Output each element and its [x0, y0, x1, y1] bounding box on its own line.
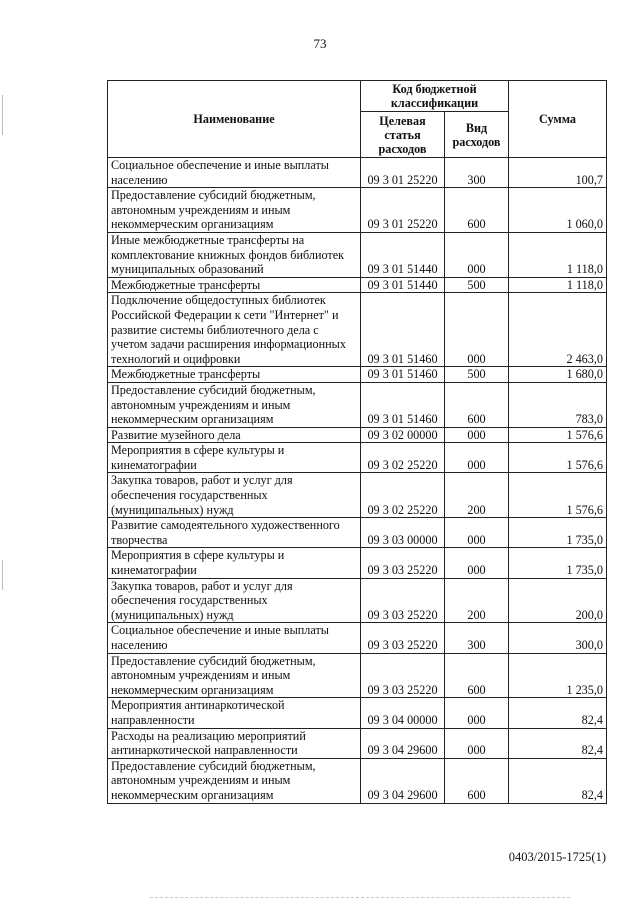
row-target-code: 09 3 01 51460 [361, 382, 445, 427]
row-name: Межбюджетные трансферты [108, 277, 361, 293]
row-name: Развитие самодеятельного художественного творчества [108, 518, 361, 548]
row-target-code: 09 3 04 00000 [361, 698, 445, 728]
row-expense-type: 000 [445, 443, 509, 473]
table-row [108, 653, 607, 698]
table-row [108, 158, 607, 188]
row-sum: 200,0 [509, 578, 607, 623]
row-sum: 1 060,0 [509, 188, 607, 233]
row-name: Предоставление субсидий бюджетным, автономным учреждениям и иным некоммерческим организациям [108, 382, 361, 427]
row-target-code: 09 3 01 25220 [361, 188, 445, 233]
row-expense-type: 600 [445, 382, 509, 427]
row-sum: 1 680,0 [509, 367, 607, 383]
row-target-code: 09 3 01 51460 [361, 367, 445, 383]
row-expense-type: 300 [445, 623, 509, 653]
row-target-code: 09 3 01 25220 [361, 158, 445, 188]
row-name: Мероприятия в сфере культуры и кинематографии [108, 548, 361, 578]
row-name: Иные межбюджетные трансферты на комплектование книжных фондов библиотек муниципальных образований [108, 232, 361, 277]
row-name: Социальное обеспечение и иные выплаты населению [108, 158, 361, 188]
scan-bottom-edge [150, 897, 570, 899]
row-sum: 2 463,0 [509, 293, 607, 367]
table-row [108, 758, 607, 803]
row-sum: 1 735,0 [509, 518, 607, 548]
table-row [108, 232, 607, 277]
row-expense-type: 000 [445, 427, 509, 443]
row-expense-type: 000 [445, 548, 509, 578]
row-name: Закупка товаров, работ и услуг для обеспечения государственных (муниципальных) нужд [108, 578, 361, 623]
header-expense-type: Вид расходов [445, 112, 509, 158]
row-name: Развитие музейного дела [108, 427, 361, 443]
scan-edge-mark [2, 560, 3, 590]
row-sum: 1 576,6 [509, 427, 607, 443]
row-sum: 82,4 [509, 698, 607, 728]
table-row [108, 427, 607, 443]
row-target-code: 09 3 01 51440 [361, 277, 445, 293]
row-target-code: 09 3 03 25220 [361, 653, 445, 698]
row-target-code: 09 3 04 29600 [361, 728, 445, 758]
table-row [108, 578, 607, 623]
table-row [108, 277, 607, 293]
row-target-code: 09 3 02 25220 [361, 473, 445, 518]
row-expense-type: 000 [445, 698, 509, 728]
row-target-code: 09 3 03 00000 [361, 518, 445, 548]
table-row [108, 548, 607, 578]
page-number: 73 [313, 36, 327, 51]
row-name: Предоставление субсидий бюджетным, автономным учреждениям и иным некоммерческим организациям [108, 758, 361, 803]
table-row [108, 473, 607, 518]
header-target-article: Целевая статья расходов [361, 112, 445, 158]
row-expense-type: 200 [445, 473, 509, 518]
table-row [108, 728, 607, 758]
header-name: Наименование [108, 81, 361, 158]
table-row [108, 367, 607, 383]
row-expense-type: 600 [445, 188, 509, 233]
row-sum: 82,4 [509, 728, 607, 758]
row-expense-type: 000 [445, 293, 509, 367]
row-expense-type: 500 [445, 277, 509, 293]
row-name: Мероприятия в сфере культуры и кинематографии [108, 443, 361, 473]
row-expense-type: 000 [445, 518, 509, 548]
row-sum: 82,4 [509, 758, 607, 803]
row-name: Подключение общедоступных библиотек Российской Федерации к сети "Интернет" и развитие системы библиотечного дела с учетом задачи расширения информационных технологий и оцифровки [108, 293, 361, 367]
row-sum: 1 118,0 [509, 232, 607, 277]
row-expense-type: 000 [445, 728, 509, 758]
row-sum: 300,0 [509, 623, 607, 653]
table-row [108, 518, 607, 548]
document-code: 0403/2015-1725(1) [508, 850, 606, 864]
row-expense-type: 600 [445, 758, 509, 803]
row-sum: 100,7 [509, 158, 607, 188]
row-expense-type: 600 [445, 653, 509, 698]
row-target-code: 09 3 02 25220 [361, 443, 445, 473]
table-row [108, 293, 607, 367]
row-name: Мероприятия антинаркотической направленности [108, 698, 361, 728]
row-expense-type: 300 [445, 158, 509, 188]
row-target-code: 09 3 03 25220 [361, 548, 445, 578]
row-name: Расходы на реализацию мероприятий антинаркотической направленности [108, 728, 361, 758]
row-target-code: 09 3 04 29600 [361, 758, 445, 803]
row-expense-type: 000 [445, 232, 509, 277]
row-name: Закупка товаров, работ и услуг для обеспечения государственных (муниципальных) нужд [108, 473, 361, 518]
row-name: Социальное обеспечение и иные выплаты населению [108, 623, 361, 653]
row-name: Межбюджетные трансферты [108, 367, 361, 383]
table-row [108, 623, 607, 653]
row-sum: 1 235,0 [509, 653, 607, 698]
row-sum: 1 576,6 [509, 473, 607, 518]
scan-edge-mark [2, 95, 3, 135]
header-sum: Сумма [509, 81, 607, 158]
table-row [108, 382, 607, 427]
row-sum: 1 118,0 [509, 277, 607, 293]
row-name: Предоставление субсидий бюджетным, автономным учреждениям и иным некоммерческим организациям [108, 188, 361, 233]
budget-table [107, 80, 607, 804]
row-target-code: 09 3 01 51460 [361, 293, 445, 367]
row-target-code: 09 3 03 25220 [361, 623, 445, 653]
row-target-code: 09 3 02 00000 [361, 427, 445, 443]
row-target-code: 09 3 03 25220 [361, 578, 445, 623]
row-expense-type: 500 [445, 367, 509, 383]
table-row [108, 188, 607, 233]
table-row [108, 443, 607, 473]
row-sum: 783,0 [509, 382, 607, 427]
row-sum: 1 735,0 [509, 548, 607, 578]
table-row [108, 698, 607, 728]
header-code-group: Код бюджетной классификации [361, 81, 509, 112]
row-sum: 1 576,6 [509, 443, 607, 473]
row-target-code: 09 3 01 51440 [361, 232, 445, 277]
row-expense-type: 200 [445, 578, 509, 623]
row-name: Предоставление субсидий бюджетным, автономным учреждениям и иным некоммерческим организациям [108, 653, 361, 698]
